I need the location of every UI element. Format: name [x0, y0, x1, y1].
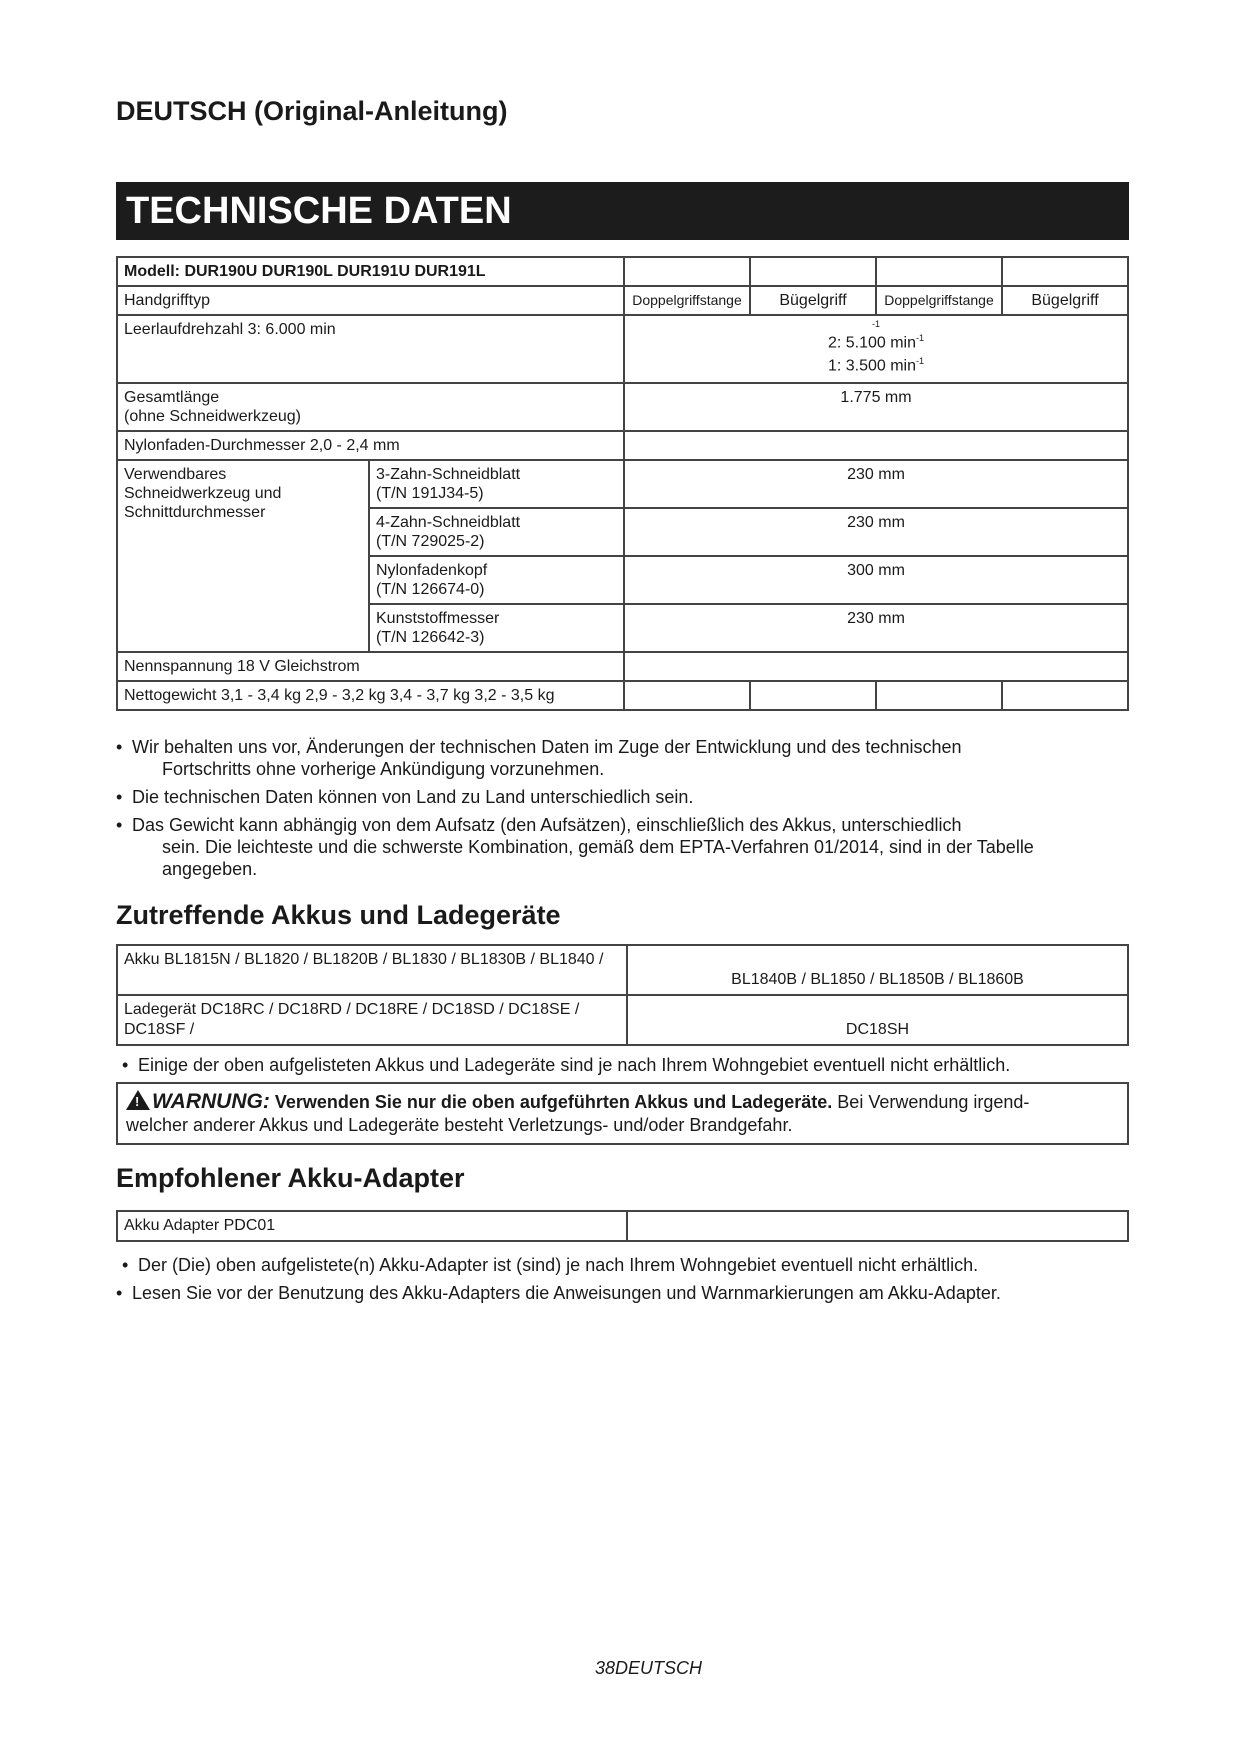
- note-text: Wir behalten uns vor, Änderungen der technischen Daten im Zuge der Entwicklung und des technischen: [132, 737, 962, 757]
- adapter-value: [627, 1211, 1128, 1241]
- table-row: [117, 1211, 1128, 1241]
- table-row: [117, 383, 1128, 431]
- tool-value-2: 230 mm: [624, 508, 1128, 556]
- table-row: [117, 286, 1128, 315]
- warning-title: WARNUNG:: [152, 1090, 270, 1113]
- weight-cell-3: [876, 681, 1002, 710]
- model-cell-3: [876, 257, 1002, 286]
- page-footer: 38DEUTSCH: [594, 1658, 703, 1678]
- handle-type-1: Doppelgriffstange: [624, 286, 750, 315]
- handle-type-2: Bügelgriff: [750, 286, 876, 315]
- tool-part-number: (T/N 729025-2): [376, 533, 485, 550]
- note-text: sein. Die leichteste und die schwerste Kombination, gemäß dem EPTA-Verfahren 01/2014, sind in der Tabelle: [162, 837, 1034, 857]
- tool-part-number: (T/N 126674-0): [376, 581, 485, 598]
- tool-part-number: (T/N 126642-3): [376, 629, 485, 646]
- list-item: [122, 1054, 1135, 1076]
- nylon-label: Nylonfaden-Durchmesser 2,0 - 2,4 mm: [117, 431, 624, 460]
- nylon-value: [624, 431, 1128, 460]
- length-value: 1.775 mm: [624, 383, 1128, 431]
- table-row: [117, 681, 1128, 710]
- charger-label: Ladegerät DC18RC / DC18RD / DC18RE / DC18SD / DC18SE / DC18SF /: [117, 995, 627, 1045]
- akku-value: BL1840B / BL1850 / BL1850B / BL1860B: [627, 945, 1128, 995]
- speed-label: Leerlaufdrehzahl 3: 6.000 min: [117, 315, 624, 383]
- note-text: Fortschritts ohne vorherige Ankündigung vorzunehmen.: [162, 759, 605, 779]
- section-title-bar: TECHNISCHE DATEN: [116, 182, 1129, 240]
- table-row: [117, 315, 1128, 383]
- batteries-notes: [116, 1054, 1135, 1082]
- spec-table: [116, 256, 1129, 711]
- tools-label-line-3: Schnittdurchmesser: [124, 504, 266, 521]
- table-row: [117, 257, 1128, 286]
- model-cell-1: [624, 257, 750, 286]
- model-cell-2: [750, 257, 876, 286]
- note-text: Das Gewicht kann abhängig von dem Aufsatz (den Aufsätzen), einschließlich des Akkus, unterschiedlich: [132, 815, 962, 835]
- note-text: Der (Die) oben aufgelistete(n) Akku-Adapter ist (sind) je nach Ihrem Wohngebiet eventuell nicht erhältlich.: [138, 1255, 979, 1275]
- tool-title: 4-Zahn-Schneidblatt: [376, 514, 521, 531]
- adapter-table: [116, 1210, 1129, 1242]
- batteries-heading: Zutreffende Akkus und Ladegeräte: [116, 900, 561, 930]
- tool-name-4: [369, 604, 624, 652]
- note-text: angegeben.: [162, 859, 258, 879]
- tool-title: 3-Zahn-Schneidblatt: [376, 466, 521, 483]
- warning-bold-text: Verwenden Sie nur die oben aufgeführten Akkus und Ladegeräte.: [274, 1092, 833, 1112]
- adapter-heading: Empfohlener Akku-Adapter: [116, 1163, 465, 1193]
- handle-type-4: Bügelgriff: [1002, 286, 1128, 315]
- length-label: [117, 383, 624, 431]
- model-label: Modell: DUR190U DUR190L DUR191U DUR191L: [117, 257, 624, 286]
- warning-text: welcher anderer Akkus und Ladegeräte besteht Verletzungs- und/oder Brandgefahr.: [126, 1115, 793, 1135]
- weight-cell-4: [1002, 681, 1128, 710]
- tool-name-2: [369, 508, 624, 556]
- speed-2-sup: -1: [916, 333, 925, 343]
- spec-notes: [116, 736, 1129, 886]
- speed-1: 1: 3.500 min: [827, 357, 917, 375]
- list-item: [122, 1254, 1135, 1276]
- length-label-line-1: Gesamtlänge: [124, 389, 220, 406]
- tool-value-4: 230 mm: [624, 604, 1128, 652]
- voltage-label: Nennspannung 18 V Gleichstrom: [117, 652, 624, 681]
- list-item: [116, 1282, 1135, 1304]
- tools-label: [117, 460, 369, 652]
- adapter-notes: [116, 1254, 1135, 1310]
- warning-text: Bei Verwendung irgend-: [837, 1092, 1030, 1112]
- batteries-table: [116, 944, 1129, 1046]
- akku-label: Akku BL1815N / BL1820 / BL1820B / BL1830 / BL1830B / BL1840 /: [117, 945, 627, 995]
- note-text: Lesen Sie vor der Benutzung des Akku-Adapters die Anweisungen und Warnmarkierungen am Akku-Adapter.: [132, 1283, 1001, 1303]
- tool-name-3: [369, 556, 624, 604]
- warning-triangle-icon: !: [126, 1090, 150, 1110]
- note-text: Einige der oben aufgelisteten Akkus und Ladegeräte sind je nach Ihrem Wohngebiet eventuell nicht erhältlich.: [138, 1055, 1011, 1075]
- tool-part-number: (T/N 191J34-5): [376, 485, 484, 502]
- voltage-value: [624, 652, 1128, 681]
- tool-value-1: 230 mm: [624, 460, 1128, 508]
- tools-label-line-2: Schneidwerkzeug und: [124, 485, 282, 502]
- speed-2: 2: 5.100 min: [827, 334, 917, 352]
- table-row: [117, 460, 1128, 508]
- list-item: [116, 814, 1129, 880]
- list-item: [116, 736, 1129, 780]
- weight-label: Nettogewicht 3,1 - 3,4 kg 2,9 - 3,2 kg 3,4 - 3,7 kg 3,2 - 3,5 kg: [117, 681, 624, 710]
- weight-cell-1: [624, 681, 750, 710]
- table-row: [117, 652, 1128, 681]
- adapter-label: Akku Adapter PDC01: [117, 1211, 627, 1241]
- table-row: [117, 431, 1128, 460]
- speed-values: [624, 315, 1128, 383]
- tool-title: Kunststoffmesser: [376, 610, 500, 627]
- model-cell-4: [1002, 257, 1128, 286]
- table-row: [117, 995, 1128, 1045]
- weight-cell-2: [750, 681, 876, 710]
- speed-1-sup: -1: [916, 356, 925, 367]
- note-text: Die technischen Daten können von Land zu Land unterschiedlich sein.: [132, 787, 694, 807]
- length-label-line-2: (ohne Schneidwerkzeug): [124, 408, 301, 425]
- handle-label: Handgrifftyp: [117, 286, 624, 315]
- warning-box: [116, 1082, 1129, 1145]
- table-row: [117, 945, 1128, 995]
- handle-type-3: Doppelgriffstange: [876, 286, 1002, 315]
- speed-sup-top: -1: [871, 319, 880, 329]
- tools-label-line-1: Verwendbares: [124, 466, 227, 483]
- language-title: DEUTSCH (Original-Anleitung): [116, 96, 508, 126]
- list-item: [116, 786, 1129, 808]
- charger-value: DC18SH: [627, 995, 1128, 1045]
- tool-title: Nylonfadenkopf: [376, 562, 488, 579]
- tool-name-1: [369, 460, 624, 508]
- tool-value-3: 300 mm: [624, 556, 1128, 604]
